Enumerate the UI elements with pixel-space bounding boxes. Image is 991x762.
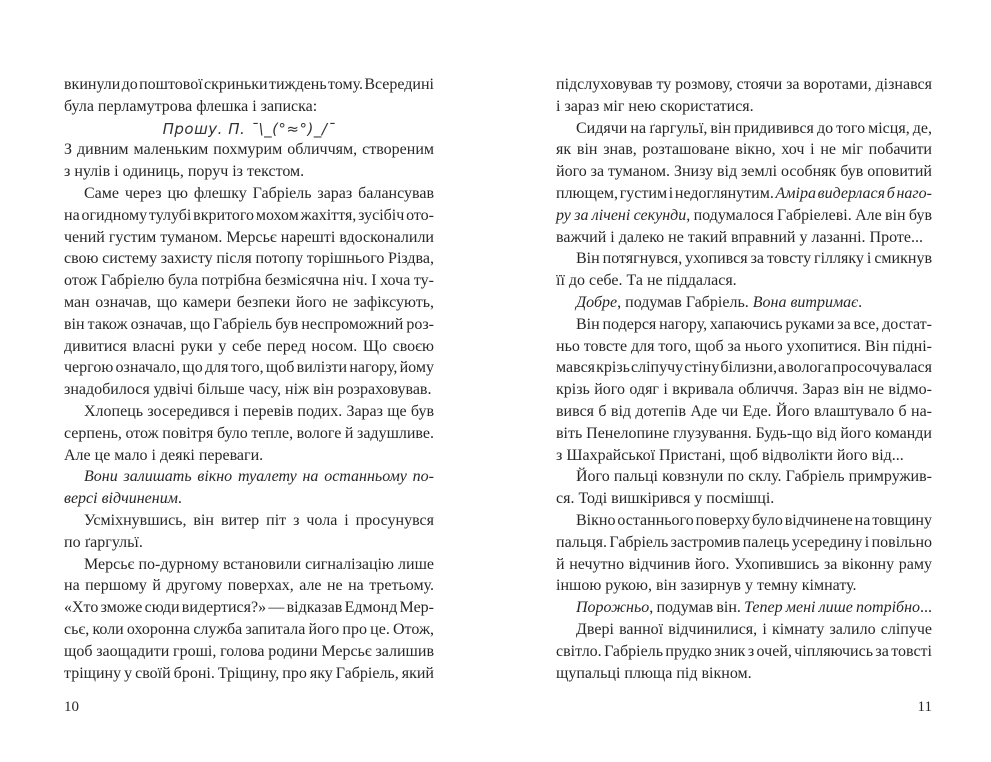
text-line (64, 619, 434, 641)
text-segment: , подумалося Габріелеві. Але він був (686, 206, 932, 224)
italic-text: Вони залишать вікно туалету на останньому по- (84, 468, 434, 486)
text-line (556, 510, 932, 532)
text-line (64, 227, 434, 249)
text-segment: чергою означало, що для того, щоб вилізти нагору, йому (64, 359, 434, 377)
text-line (556, 423, 932, 445)
text-line (556, 96, 932, 118)
text-segment: Саме через цю флешку Габріель зараз балансував (84, 185, 434, 202)
text-line (64, 488, 434, 510)
text-segment: отож Габріелю була потрібна безмісячна ніч. І хоча ту- (64, 272, 434, 290)
text-segment: його за туманом. Знизу від землі особняк був оповитий (556, 163, 932, 181)
text-segment: її до себе. Та не піддалася. (556, 272, 737, 290)
text-segment: Він подерся нагору, хапаючись руками за все, достат- (576, 315, 932, 333)
text-segment: вкинули до поштової скриньки тиждень тому. Всередині (64, 76, 434, 93)
text-segment: Він потягнувся, ухопився за товсту гілляку і смикнув (576, 250, 932, 268)
handwritten-note (64, 118, 434, 140)
text-line (556, 227, 932, 249)
text-segment: Двері ванної відчинилися, і кімнату залило сліпуче (576, 621, 932, 638)
text-line (556, 357, 932, 379)
text-segment: Усміхнувшись, він витер піт з чола і просунувся (84, 512, 434, 529)
text-segment: Вікно останнього поверху було відчинене на товщину (576, 512, 932, 529)
text-line (556, 292, 932, 314)
text-segment: і зараз міг нею скористатися. (556, 97, 754, 115)
text-line (64, 466, 434, 488)
text-line (556, 270, 932, 292)
text-segment: , подумав він. (649, 599, 745, 617)
text-line (64, 205, 434, 227)
text-segment: чений густим туманом. Мерсьє нарешті вдосконалили (64, 228, 434, 246)
text-line (64, 270, 434, 292)
italic-text: Аміра видерлася б наго- (775, 185, 932, 202)
text-line (556, 554, 932, 576)
text-line (64, 575, 434, 597)
text-line (64, 510, 434, 532)
text-line (556, 466, 932, 488)
text-line (556, 314, 932, 336)
text-line (64, 314, 434, 336)
text-segment: пальця. Габріель застромив палець усередину і повільно (556, 533, 933, 551)
text-segment: щоб заощадити гроші, голова родини Мерсьє залишив (64, 642, 434, 660)
left-page (64, 0, 434, 762)
text-line (64, 445, 434, 467)
text-segment: вився б від дотепів Аде чи Еде. Його влаштувало б на- (556, 403, 932, 420)
right-page (556, 0, 932, 762)
text-line (64, 663, 434, 685)
text-segment: знадобилося удвічі більше часу, ніж він розраховував. (64, 381, 432, 399)
italic-text: Тепер мені лише потрібно (744, 599, 921, 617)
text-line (64, 554, 434, 576)
text-line (64, 248, 434, 270)
text-line (64, 183, 434, 205)
text-line (556, 401, 932, 423)
text-segment: ньо товсте для того, щоб за нього ухопитися. Він підні- (556, 337, 932, 355)
text-segment: дивитися власні руки у себе перед носом. Що своєю (64, 337, 434, 355)
text-segment: на першому й другому поверхах, але не на третьому. (64, 577, 434, 595)
text-line (556, 532, 932, 554)
text-line (556, 488, 932, 510)
text-segment: крізь його одяг і вкривала обличчя. Зараз він не відмо- (556, 381, 932, 399)
text-segment: іншою рукою, він зазирнув у темну кімнату. (556, 577, 857, 595)
text-segment: серпень, отож повітря було тепле, вологе й задушливе. (64, 424, 434, 442)
italic-text: Порожньо (576, 599, 650, 617)
text-segment: плющем, густим і недоглянутим. (556, 185, 776, 202)
text-line (556, 663, 932, 685)
text-line (556, 139, 932, 161)
italic-text: Вона витримає (752, 294, 859, 311)
page-number-left: 10 (64, 699, 79, 715)
text-segment: він також означав, що Габріель був неспроможний роз- (64, 315, 434, 333)
text-segment: З дивним маленьким похмурим обличчям, створеним (64, 141, 434, 159)
text-line (64, 532, 434, 554)
text-segment: з нулів і одиниць, поруч із текстом. (64, 163, 305, 181)
text-line (556, 74, 932, 96)
text-line (556, 575, 932, 597)
text-line (556, 641, 932, 663)
text-line (64, 96, 434, 118)
text-segment: важчий і далеко не такий вправний у лазанні. Проте... (556, 228, 923, 246)
italic-text: Добре (576, 294, 618, 311)
text-line (556, 445, 932, 467)
text-line (64, 423, 434, 445)
italic-text: ру за лічені секунди (556, 206, 687, 224)
text-line (64, 74, 434, 96)
text-segment: мався крізь сліпучу стіну білизни, а волога просочувалася (556, 359, 932, 377)
text-segment: підслуховував ту розмову, стоячи за воротами, дізнався (556, 76, 932, 93)
text-segment: «Хто зможе сюди видертися?» — відказав Едмонд Мер- (64, 599, 434, 617)
text-line (556, 183, 932, 205)
text-line (64, 292, 434, 314)
text-line (64, 597, 434, 619)
text-segment: з Шахрайської Пристані, щоб відволікти його від... (556, 446, 904, 464)
text-line (556, 379, 932, 401)
text-line (64, 357, 434, 379)
text-segment: тріщину у своїй броні. Тріщину, про яку Габріель, який (64, 664, 434, 682)
text-segment: як він знав, розташоване вікно, хоч і не міг побачити (556, 141, 932, 159)
text-line (64, 161, 434, 183)
text-segment: щупальці плюща під вікном. (556, 664, 752, 682)
text-segment: Його пальці ковзнули по склу. Габріель примружив- (576, 468, 932, 486)
text-segment: Але це мало і деякі переваги. (64, 446, 264, 464)
text-segment: . (177, 490, 182, 508)
text-segment: по ґаргульї. (64, 533, 143, 551)
text-line (556, 161, 932, 183)
text-segment: й нечутно відчинив його. Ухопившись за віконну раму (556, 555, 932, 573)
text-line (556, 118, 932, 140)
text-line (556, 597, 932, 619)
text-segment: . (858, 294, 863, 311)
text-line (556, 619, 932, 641)
text-segment: Прошу. П. ¯\_(°≈°)_/¯ (162, 119, 336, 138)
text-segment: Сидячи на ґаргульї, він придивився до того місця, де, (576, 119, 932, 137)
text-line (64, 139, 434, 161)
text-segment: Мерсьє по-дурному встановили сигналізацію лише (84, 555, 434, 573)
text-line (556, 205, 932, 227)
text-line (556, 336, 932, 358)
text-segment: ман означав, що камери безпеки його не зафіксують, (64, 294, 434, 311)
text-segment: , подумав Габріель. (617, 294, 753, 311)
text-line (64, 401, 434, 423)
text-segment: ся. Тоді вишкірився у посмішці. (556, 490, 775, 508)
text-line (556, 248, 932, 270)
text-segment: віть Пенелопине глузування. Будь-що від його команди (556, 424, 932, 442)
text-segment: світло. Габріель прудко зник з очей, чіпляючись за товсті (556, 642, 932, 660)
text-segment: ... (920, 599, 933, 617)
text-segment: сьє, коли охоронна служба запитала його про це. Отож, (64, 621, 434, 638)
text-segment: на огидному тулубі вкритого мохом жахіття, зусібіч ото- (64, 206, 434, 224)
text-segment: свою систему захисту після потопу торішнього Різдва, (64, 250, 435, 268)
page-number-right: 11 (917, 699, 932, 715)
text-line (64, 336, 434, 358)
text-segment: була перламутрова флешка і записка: (64, 97, 318, 115)
italic-text: версі відчиненим (64, 490, 178, 508)
text-line (64, 641, 434, 663)
text-segment: Хлопець зосередився і перевів подих. Зараз ще був (84, 403, 434, 420)
text-line (64, 379, 434, 401)
